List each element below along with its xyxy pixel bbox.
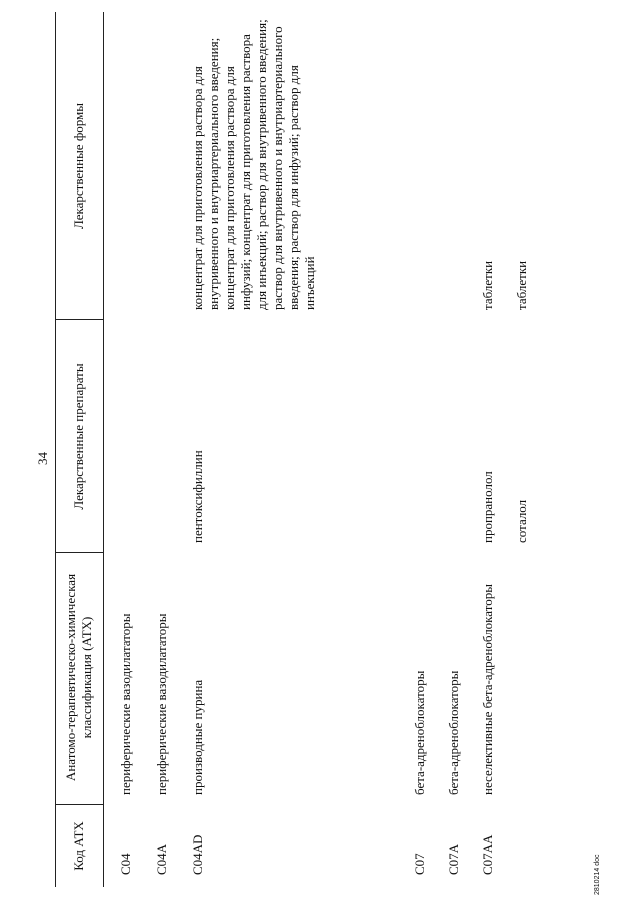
header-drugs: Лекарственные препараты bbox=[71, 363, 86, 510]
page-number: 34 bbox=[35, 452, 50, 465]
row-forms: концентрат для приготовления раствора для внутривенного и внутриартериального введения; концентрат для приготовления раствора для инфузий; концентрат для приготовления раствора для инъекций; раствор для внутривенного введения; раствор для внутривенного и внутриартериального введения; раствор для инфузий; раствор для инъекций bbox=[190, 19, 317, 310]
row-code: С07АА bbox=[480, 834, 495, 875]
table-header-bottom-border bbox=[103, 12, 104, 887]
row-drug: пропранолол bbox=[480, 471, 495, 543]
row-forms: таблетки bbox=[514, 260, 529, 310]
footer-filename: 2810214 doc bbox=[594, 854, 601, 895]
header-forms: Лекарственные формы bbox=[71, 102, 86, 230]
row-drug: соталол bbox=[514, 499, 529, 543]
row-forms: таблетки bbox=[480, 260, 495, 310]
header-classification: Анатомо-терапевтическо-химическая классификация (АТХ) bbox=[63, 573, 94, 782]
row-classification: бета-адреноблокаторы bbox=[446, 670, 461, 795]
row-classification: производные пурина bbox=[190, 679, 205, 795]
row-drug: пентоксифиллин bbox=[190, 450, 205, 543]
row-code: С04 bbox=[118, 853, 133, 875]
row-code: С04А bbox=[154, 843, 169, 875]
row-code: С07 bbox=[412, 853, 427, 875]
row-code: С07А bbox=[446, 843, 461, 875]
row-classification: периферические вазодилататоры bbox=[118, 613, 133, 795]
table-top-border bbox=[55, 12, 56, 887]
row-classification: периферические вазодилататоры bbox=[154, 613, 169, 795]
row-classification: неселективные бета-адреноблокаторы bbox=[480, 584, 495, 795]
row-code: С04АD bbox=[190, 834, 205, 875]
row-classification: бета-адреноблокаторы bbox=[412, 670, 427, 795]
header-code: Код АТХ bbox=[71, 821, 86, 871]
